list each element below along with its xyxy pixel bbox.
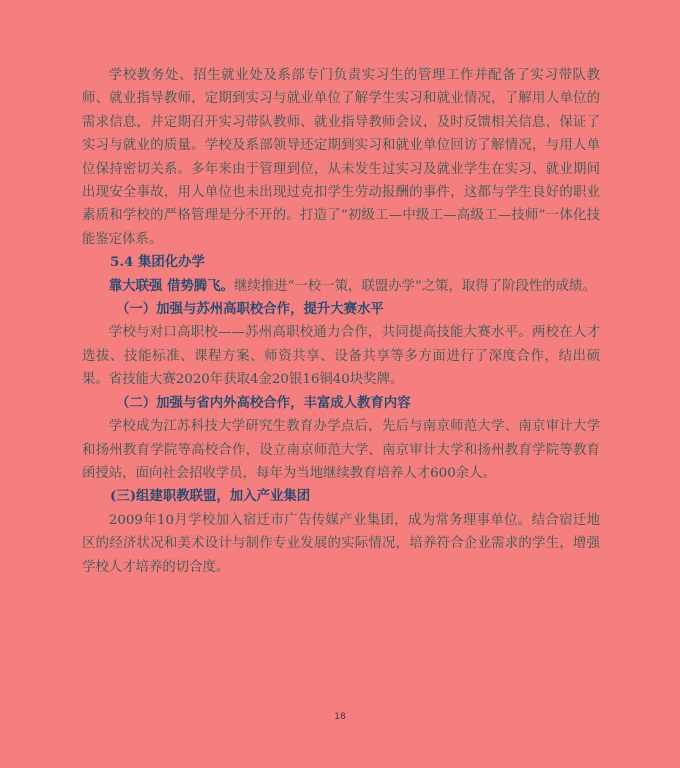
subheading-vocational-alliance: (三)组建职教联盟，加入产业集团	[110, 488, 311, 505]
alliance-intro-text: 继续推进“一校一策，联盟办学”之策，取得了阶段性的成绩。	[233, 278, 596, 294]
page-number: 18	[334, 712, 346, 722]
paragraph-suzhou-cooperation: 学校与对口高职校——苏州高职校通力合作，共同提高技能大赛水平。两校在人才选拔、技能标准、课程方案、师资共享、设备共享等多方面进行了深度合作，结出硕果。省技能大赛2020年获取4金20银16铜40块奖牌。	[82, 325, 600, 388]
document-body	[82, 64, 600, 579]
subheading-university-cooperation: （二）加强与省内外高校合作，丰富成人教育内容	[116, 394, 411, 411]
alliance-slogan: 靠大联强 借势腾飞。	[108, 277, 234, 294]
paragraph-alliance-intro	[82, 275, 600, 298]
section-heading-group-education: 5.4 集团化办学	[110, 254, 205, 271]
paragraph-vocational-alliance: 2009年10月学校加入宿迁市广告传媒产业集团，成为常务理事单位。结合宿迁地区的经济状况和美术设计与制作专业发展的实际情况，培养符合企业需求的学生，增强学校人才培养的切合度。	[82, 512, 600, 575]
paragraph-internship-management: 学校教务处、招生就业处及系部专门负责实习生的管理工作并配备了实习带队教师、就业指导教师，定期到实习与就业单位了解学生实习和就业情况，了解用人单位的需求信息，并定期召开实习带队教师、就业指导教师会议，及时反馈相关信息，保证了实习与就业的质量。学校及系部领导还定期到实习和就业单位回访了解情况，与用人单位保持密切关系。多年来由于管理到位，从未发生过实习及就业学生在实习、就业期间出现安全事故，用人单位也未出现过克扣学生劳动报酬的事件，这都与学生良好的职业素质和学校的严格管理是分不开的。打造了“初级工—中级工—高级工—技师”一体化技能鉴定体系。	[82, 68, 600, 247]
subheading-suzhou-cooperation: （一）加强与苏州高职校合作，提升大赛水平	[116, 301, 384, 318]
paragraph-university-cooperation: 学校成为江苏科技大学研究生教育办学点后，先后与南京师范大学、南京审计大学和扬州教育学院等高校合作，设立南京师范大学、南京审计大学和扬州教育学院等教育函授站，面向社会招收学员，每年为当地继续教育培养人才600余人。	[82, 419, 600, 481]
